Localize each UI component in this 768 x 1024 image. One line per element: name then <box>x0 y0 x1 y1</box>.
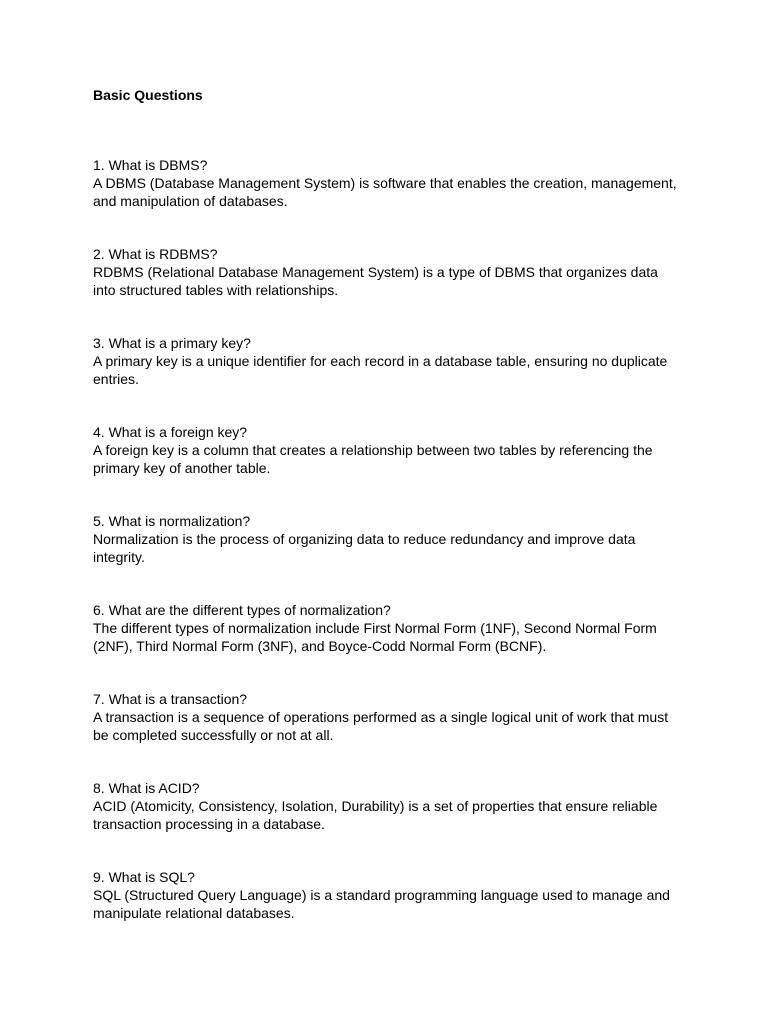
qa-item-4 <box>93 423 683 477</box>
question-text: 3. What is a primary key? <box>93 335 251 351</box>
document-page <box>93 86 683 957</box>
qa-item-1 <box>93 156 683 210</box>
qa-item-8 <box>93 779 683 833</box>
answer-text: The different types of normalization include First Normal Form (1NF), Second Normal Form (2NF), Third Normal Form (3NF), and Boyce-Codd Normal Form (BCNF). <box>93 620 657 654</box>
question-text: 9. What is SQL? <box>93 869 195 885</box>
question-text: 1. What is DBMS? <box>93 157 208 173</box>
qa-item-2 <box>93 245 683 299</box>
answer-text: RDBMS (Relational Database Management System) is a type of DBMS that organizes data into structured tables with relationships. <box>93 264 658 298</box>
qa-item-6 <box>93 601 683 655</box>
answer-text: SQL (Structured Query Language) is a standard programming language used to manage and manipulate relational databases. <box>93 887 670 921</box>
qa-item-5 <box>93 512 683 566</box>
answer-text: A primary key is a unique identifier for each record in a database table, ensuring no duplicate entries. <box>93 353 668 387</box>
answer-text: A DBMS (Database Management System) is software that enables the creation, management, and manipulation of databases. <box>93 175 677 209</box>
question-text: 8. What is ACID? <box>93 780 200 796</box>
qa-item-9 <box>93 868 683 922</box>
answer-text: Normalization is the process of organizing data to reduce redundancy and improve data integrity. <box>93 531 636 565</box>
answer-text: A foreign key is a column that creates a relationship between two tables by referencing the primary key of another table. <box>93 442 653 476</box>
qa-item-3 <box>93 334 683 388</box>
answer-text: A transaction is a sequence of operations performed as a single logical unit of work that must be completed successfully or not at all. <box>93 709 669 743</box>
question-text: 6. What are the different types of normalization? <box>93 602 391 618</box>
qa-list <box>93 156 683 922</box>
answer-text: ACID (Atomicity, Consistency, Isolation, Durability) is a set of properties that ensure reliable transaction processing in a database. <box>93 798 658 832</box>
qa-item-7 <box>93 690 683 744</box>
question-text: 7. What is a transaction? <box>93 691 248 707</box>
question-text: 4. What is a foreign key? <box>93 424 248 440</box>
question-text: 2. What is RDBMS? <box>93 246 218 262</box>
section-heading: Basic Questions <box>93 87 203 103</box>
question-text: 5. What is normalization? <box>93 513 251 529</box>
